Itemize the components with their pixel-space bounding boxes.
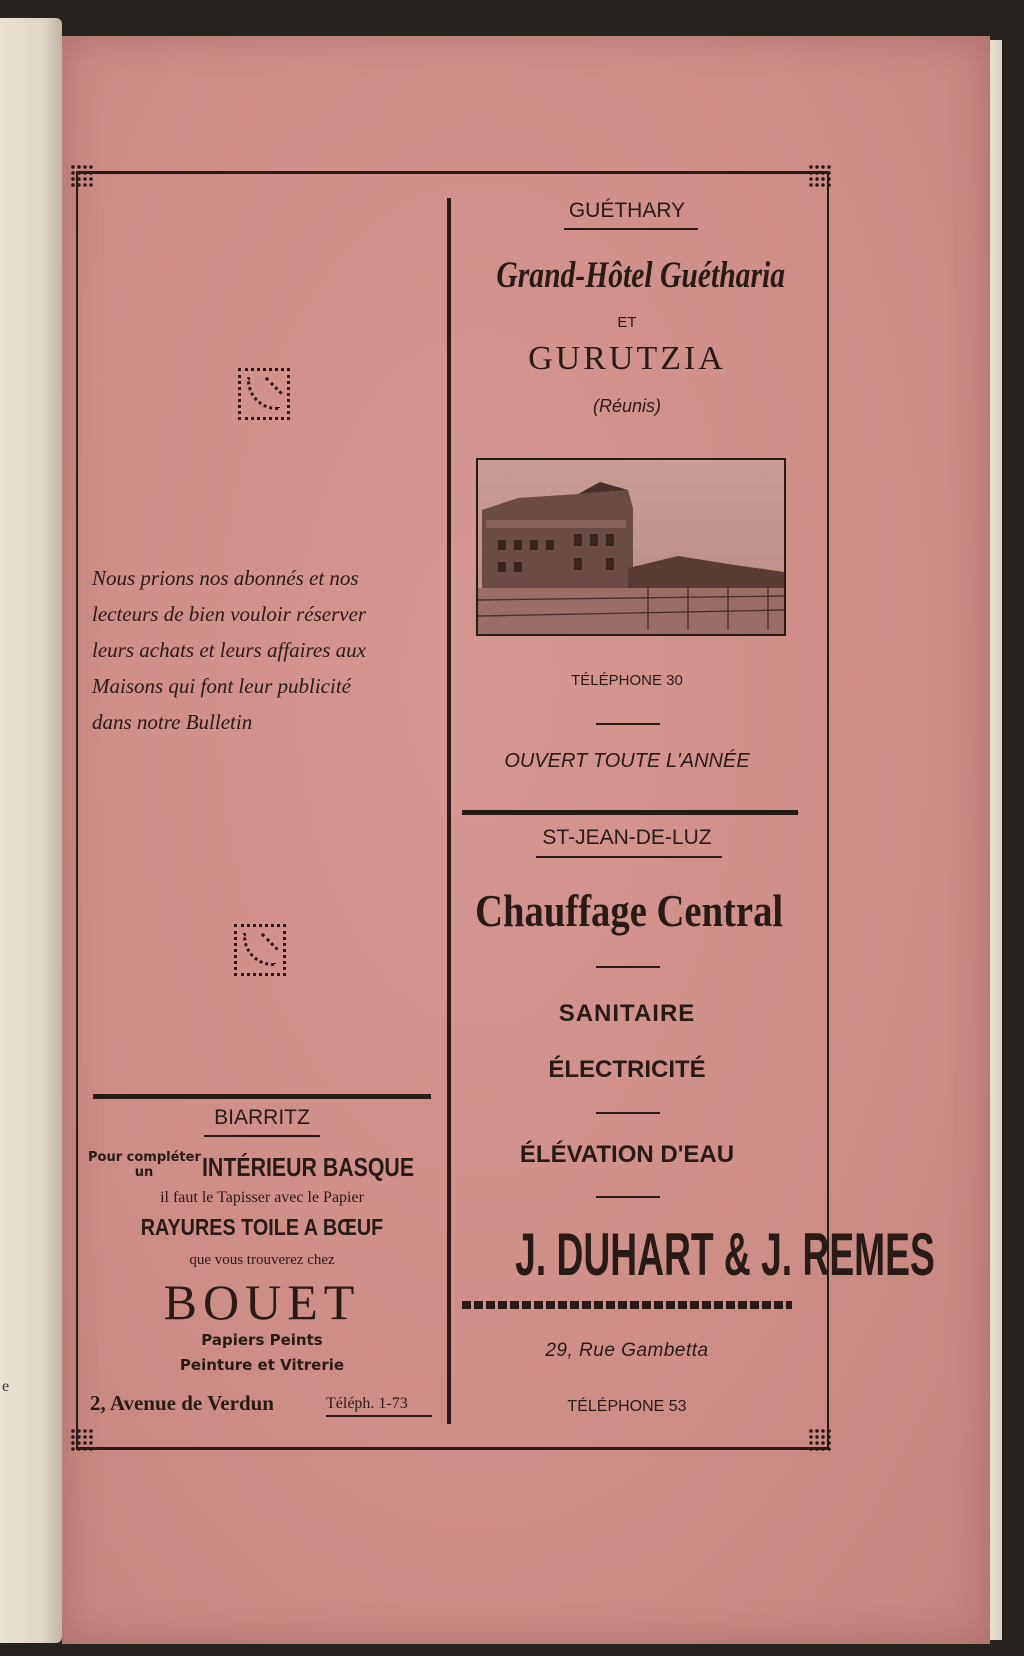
guetharia-name2: GURUTZIA	[528, 340, 726, 377]
section-rule	[462, 810, 798, 815]
bouet-address: 2, Avenue de Verdun	[90, 1391, 274, 1415]
notice-line: Maisons qui font leur publicité	[92, 674, 351, 698]
duhart-phone: TÉLÉPHONE 53	[567, 1398, 687, 1415]
hotel-photo-image	[478, 460, 784, 634]
bouet-product: RAYURES TOILE A BŒUF	[140, 1214, 384, 1240]
column-divider	[447, 198, 451, 1424]
corner-ornament-top-left	[70, 164, 94, 188]
city-underline	[564, 228, 698, 230]
bouet-phone: Téléph. 1-73	[326, 1395, 432, 1417]
decorative-ornament-top	[238, 368, 290, 420]
bouet-un: un	[134, 1165, 154, 1180]
bouet-sub1: Papiers Peints	[201, 1331, 323, 1349]
duhart-service2: ÉLECTRICITÉ	[548, 1056, 706, 1083]
duhart-service1: SANITAIRE	[558, 1000, 696, 1027]
previous-page-edge	[0, 18, 62, 1643]
page-edge	[990, 40, 1002, 1640]
short-rule	[596, 1112, 660, 1114]
notice-line: Nous prions nos abonnés et nos	[92, 566, 359, 590]
guetharia-phone: TÉLÉPHONE 30	[571, 672, 683, 689]
bouet-city: BIARRITZ	[214, 1106, 310, 1129]
duhart-city: ST-JEAN-DE-LUZ	[542, 826, 712, 849]
short-rule	[596, 966, 660, 968]
guetharia-open: OUVERT TOUTE L'ANNÉE	[504, 750, 750, 772]
subscriber-notice	[92, 560, 436, 740]
short-rule	[596, 1196, 660, 1198]
guetharia-city: GUÉTHARY	[568, 199, 686, 222]
bouet-line1: il faut le Tapisser avec le Papier	[160, 1189, 364, 1206]
city-underline	[536, 856, 722, 858]
previous-page-fragment: e	[2, 1378, 10, 1395]
duhart-service3: ÉLÉVATION D'EAU	[519, 1141, 735, 1168]
city-underline	[204, 1135, 320, 1137]
corner-ornament-bottom-right	[808, 1428, 832, 1452]
duhart-company: J. DUHART & J. REMES	[515, 1221, 935, 1288]
bouet-headline: INTÉRIEUR BASQUE	[202, 1152, 415, 1182]
short-rule	[596, 723, 660, 725]
bouet-line2: que vous trouverez chez	[189, 1252, 335, 1268]
notice-line: lecteurs de bien vouloir réserver	[92, 602, 367, 626]
bouet-sub2: Peinture et Vitrerie	[179, 1356, 345, 1374]
notice-line: leurs achats et leurs affaires aux	[92, 638, 366, 662]
guetharia-reunis: (Réunis)	[592, 396, 662, 416]
bouet-pour-completer: Pour compléter	[88, 1150, 201, 1165]
section-rule	[93, 1094, 431, 1099]
decorative-ornament-bottom	[234, 924, 286, 976]
guetharia-et: ET	[617, 314, 637, 331]
bouet-name: BOUET	[163, 1274, 361, 1330]
duhart-address: 29, Rue Gambetta	[545, 1340, 709, 1361]
guetharia-name: Grand-Hôtel Guétharia	[496, 255, 786, 296]
notice-line: dans notre Bulletin	[92, 710, 253, 734]
corner-ornament-top-right	[808, 164, 832, 188]
duhart-headline: Chauffage Central	[475, 885, 784, 936]
hotel-photo	[476, 458, 786, 636]
corner-ornament-bottom-left	[70, 1428, 94, 1452]
decorative-dashed-rule	[462, 1301, 792, 1309]
